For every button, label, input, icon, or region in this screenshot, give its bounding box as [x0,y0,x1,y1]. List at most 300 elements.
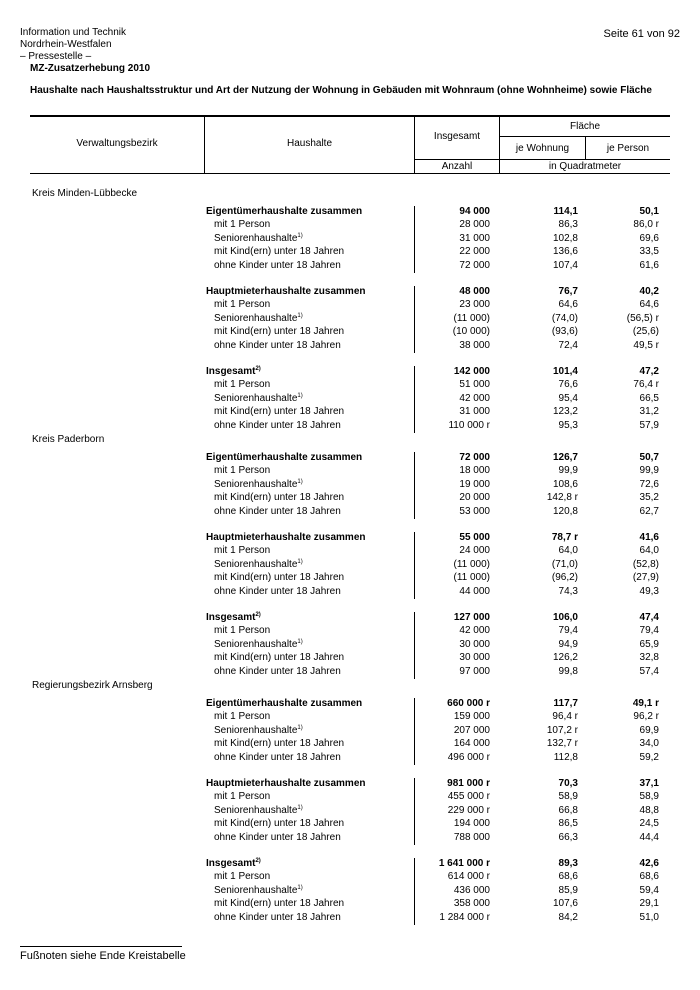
row-label [214,624,270,637]
row-label-text: ohne Kinder unter 18 Jahren [214,751,341,763]
table-row [0,325,700,338]
cell-per-person: 41,6 [639,532,659,543]
row-label-text: Seniorenhaushalte [214,884,298,896]
table-row [0,558,700,571]
table-row [0,884,700,897]
cell-per-dwelling: 94,9 [558,638,578,650]
cell-per-person: 47,2 [639,366,659,377]
table-row [0,531,700,544]
cell-total: 22 000 [459,246,490,258]
row-label [214,405,344,418]
cell-per-person: (27,9) [632,572,659,584]
table-row [0,790,700,803]
row-label [214,218,270,231]
row-label [206,531,366,544]
cell-total: (11 000) [453,312,490,324]
region-name: Regierungsbezirk Arnsberg [32,680,153,691]
cell-per-dwelling: 86,3 [558,219,578,231]
cell-per-person: 29,1 [639,898,659,910]
table-row [0,897,700,910]
cell-total: (10 000) [452,326,490,338]
row-label [214,298,270,311]
footnote-marker: 2) [255,366,261,372]
footnote-marker: 2) [255,612,261,618]
row-label [214,505,341,518]
table-title: Haushalte nach Haushaltsstruktur und Art der Nutzung der Wohnung in Gebäuden mit Wohnraum (ohne Wohnheime) sowie Fläche [30,85,652,96]
footnote-marker: 1) [297,724,303,731]
cell-per-person: 96,2 r [633,711,659,723]
cell-per-dwelling: 66,8 [558,804,578,816]
col-area: Fläche [569,121,600,132]
row-label [214,897,344,910]
table-row [0,451,700,464]
cell-per-person: 59,2 [639,751,659,763]
table-row [0,585,700,598]
table-row [0,697,700,710]
table-row [0,817,700,830]
row-label-text: ohne Kinder unter 18 Jahren [214,505,341,517]
cell-per-person: 58,9 [639,791,659,803]
row-label-text: Seniorenhaushalte [214,724,298,736]
col-per-dwelling: je Wohnung [515,143,570,154]
cell-per-dwelling: 86,5 [558,818,578,830]
row-label [214,392,303,405]
row-label [214,245,344,258]
cell-total: 20 000 [459,492,490,504]
table-row [0,298,700,311]
cell-per-dwelling: 99,9 [558,465,578,477]
row-label-text: mit 1 Person [214,299,271,311]
cell-total: 1 641 000 r [438,858,490,869]
cell-total: 97 000 [459,665,490,677]
cell-total: 142 000 [453,366,490,377]
cell-per-dwelling: 126,7 [552,452,578,463]
table-row [0,624,700,637]
row-label [214,804,303,817]
cell-per-dwelling: 79,4 [558,625,578,637]
footnote-marker: 1) [297,638,303,645]
table-row [0,339,700,352]
row-label-text: Hauptmieterhaushalte zusammen [206,532,366,543]
cell-per-dwelling: 85,9 [558,884,578,896]
cell-total: 30 000 [459,652,490,664]
cell-per-dwelling: 101,4 [552,366,578,377]
cell-per-person: 99,9 [639,465,659,477]
table-row [0,870,700,883]
cell-total: 194 000 [453,818,490,830]
cell-per-person: 37,1 [639,778,659,789]
cell-per-dwelling: 58,9 [558,791,578,803]
cell-total: 981 000 r [447,778,490,789]
cell-total: 436 000 [453,884,490,896]
row-label [214,585,341,598]
cell-per-person: 33,5 [639,246,659,258]
cell-per-dwelling: 136,6 [552,246,578,258]
cell-per-dwelling: 74,3 [558,585,578,597]
region-name: Kreis Minden-Lübbecke [32,188,138,199]
cell-total: 38 000 [459,339,490,351]
cell-total: 229 000 r [447,804,490,816]
table-row [0,505,700,518]
row-label [214,911,341,924]
row-label [214,724,303,737]
cell-total: 94 000 [459,206,490,217]
header-org [20,27,126,63]
row-label [214,884,303,897]
row-label-text: Hauptmieterhaushalte zusammen [206,778,366,789]
table-row [0,218,700,231]
row-label [206,697,362,710]
cell-per-person: 65,9 [639,638,659,650]
table-row [0,737,700,750]
cell-per-dwelling: 95,4 [558,392,578,404]
header-unit-rule [415,159,670,160]
cell-total: 614 000 r [447,871,490,883]
cell-per-dwelling: 117,7 [553,698,578,709]
cell-total: 496 000 r [447,751,490,763]
cell-per-dwelling: 107,4 [552,259,578,271]
table-row [0,571,700,584]
row-label [214,259,341,272]
row-label [206,611,261,624]
table-row [0,638,700,651]
cell-per-person: (52,8) [632,558,659,570]
row-label-text: Hauptmieterhaushalte zusammen [206,286,366,297]
unit-count: Anzahl [441,161,473,172]
cell-per-person: 42,6 [639,858,659,869]
cell-total: 1 284 000 r [439,911,490,923]
row-label-text: ohne Kinder unter 18 Jahren [214,911,341,923]
table-row [0,205,700,218]
cell-total: 19 000 [459,478,490,490]
row-label-text: mit Kind(ern) unter 18 Jahren [214,652,345,664]
cell-per-dwelling: 84,2 [558,911,578,923]
cell-total: 660 000 r [447,698,490,709]
survey-name: MZ-Zusatzerhebung 2010 [30,63,151,74]
table-row [0,285,700,298]
table-row [0,259,700,272]
table-row [0,478,700,491]
row-label-text: mit 1 Person [214,871,271,883]
row-label-text: mit 1 Person [214,625,271,637]
row-label [206,451,362,464]
cell-total: 42 000 [459,625,490,637]
table-row [0,544,700,557]
row-label-text: Seniorenhaushalte [214,312,298,324]
cell-per-dwelling: 106,0 [552,612,578,623]
row-label [214,478,303,491]
table-row [0,751,700,764]
cell-per-person: 34,0 [639,738,659,750]
row-label [206,365,261,378]
page-number: Seite 61 von 92 [603,28,680,40]
row-label [214,464,270,477]
table-row [0,464,700,477]
footer-rule [20,946,182,947]
row-label [214,491,344,504]
row-label-text: Insgesamt [206,612,256,623]
table-row [0,651,700,664]
cell-per-person: 35,2 [639,492,659,504]
row-label-text: mit 1 Person [214,711,271,723]
row-label [206,205,362,218]
cell-total: 51 000 [459,379,490,391]
cell-total: 44 000 [459,585,490,597]
cell-per-dwelling: 112,8 [553,751,578,763]
cell-per-dwelling: 76,7 [558,286,578,297]
cell-per-person: 64,0 [639,545,659,557]
row-label [214,751,341,764]
cell-per-person: 40,2 [639,286,659,297]
footnote-marker: 1) [297,312,303,319]
row-label-text: Seniorenhaushalte [214,392,298,404]
cell-per-dwelling: (71,0) [551,558,578,570]
row-label-text: Seniorenhaushalte [214,478,298,490]
cell-per-person: 68,6 [639,871,659,883]
row-label-text: mit 1 Person [214,219,271,231]
cell-total: 127 000 [453,612,490,623]
row-label [214,378,270,391]
cell-total: 72 000 [459,452,490,463]
cell-per-person: 51,0 [639,911,659,923]
row-label [214,710,270,723]
table-row [0,491,700,504]
footnote-marker: 1) [297,558,303,565]
footnote-marker: 1) [297,804,303,811]
row-label-text: mit 1 Person [214,465,271,477]
row-label [206,857,261,870]
row-label [214,790,270,803]
cell-total: 31 000 [459,406,490,418]
cell-per-person: 31,2 [639,406,659,418]
cell-per-dwelling: 66,3 [558,831,578,843]
table-row [0,804,700,817]
cell-per-dwelling: 72,4 [558,339,578,351]
row-label-text: Seniorenhaushalte [214,232,298,244]
table-row [0,312,700,325]
cell-per-person: 49,5 r [633,339,659,351]
cell-per-dwelling: 78,7 r [551,532,578,543]
cell-total: 110 000 r [448,419,490,431]
row-label-text: mit Kind(ern) unter 18 Jahren [214,406,345,418]
row-label-text: Seniorenhaushalte [214,558,298,570]
row-label-text: Eigentümerhaushalte zusammen [206,452,363,463]
cell-per-dwelling: 99,8 [558,665,578,677]
cell-per-dwelling: 107,2 r [546,724,578,736]
cell-total: 23 000 [459,299,490,311]
row-label-text: mit Kind(ern) unter 18 Jahren [214,326,345,338]
cell-per-dwelling: 68,6 [558,871,578,883]
row-label [214,312,303,325]
cell-total: 48 000 [459,286,490,297]
row-label-text: Seniorenhaushalte [214,638,298,650]
cell-per-dwelling: 64,0 [558,545,578,557]
cell-per-dwelling: 108,6 [552,478,578,490]
row-label-text: Insgesamt [206,366,256,377]
cell-total: 28 000 [459,219,490,231]
row-label-text: Insgesamt [206,858,256,869]
row-label [214,817,344,830]
cell-total: 788 000 [453,831,490,843]
cell-per-dwelling: 123,2 [552,406,578,418]
row-label-text: mit Kind(ern) unter 18 Jahren [214,738,345,750]
cell-per-person: 72,6 [639,478,659,490]
cell-per-dwelling: 107,6 [552,898,578,910]
cell-per-dwelling: (96,2) [551,572,578,584]
header-bottom-rule [30,173,670,174]
cell-total: 358 000 [453,898,490,910]
cell-per-person: 44,4 [639,831,659,843]
row-label [206,285,366,298]
table-row [0,365,700,378]
table-row [0,419,700,432]
cell-per-person: 57,4 [639,665,659,677]
region-name: Kreis Paderborn [32,434,105,445]
cell-total: 24 000 [459,545,490,557]
row-label [214,419,341,432]
cell-total: 207 000 [453,724,490,736]
footnote-marker: 1) [297,232,303,239]
footnote-reference: Fußnoten siehe Ende Kreistabelle [20,950,186,962]
cell-per-person: 79,4 [639,625,659,637]
cell-per-dwelling: (74,0) [551,312,578,324]
cell-per-dwelling: 64,6 [558,299,578,311]
cell-per-person: 49,1 r [632,698,659,709]
cell-per-person: 57,9 [639,419,659,431]
cell-per-person: 61,6 [639,259,659,271]
row-label-text: mit 1 Person [214,545,271,557]
cell-per-dwelling: 70,3 [558,778,578,789]
cell-total: 30 000 [459,638,490,650]
cell-per-person: 64,6 [639,299,659,311]
cell-per-dwelling: 96,4 r [552,711,578,723]
table-row [0,857,700,870]
cell-per-person: 86,0 r [633,219,659,231]
cell-per-dwelling: 102,8 [552,232,578,244]
table-row [0,831,700,844]
row-label [214,339,341,352]
row-label [214,737,344,750]
row-label [214,831,341,844]
row-label-text: mit Kind(ern) unter 18 Jahren [214,572,345,584]
cell-per-dwelling: 142,8 r [546,492,578,504]
header-line-3: – Pressestelle – [20,51,92,62]
col-district: Verwaltungsbezirk [76,138,158,149]
row-label-text: ohne Kinder unter 18 Jahren [214,339,341,351]
cell-per-dwelling: 76,6 [558,379,578,391]
table-row [0,378,700,391]
row-label-text: Eigentümerhaushalte zusammen [206,698,363,709]
cell-total: 31 000 [459,232,490,244]
row-label-text: ohne Kinder unter 18 Jahren [214,585,341,597]
footnote-marker: 1) [297,392,303,399]
table-row [0,710,700,723]
table-row [0,777,700,790]
cell-per-dwelling: 120,8 [552,505,578,517]
cell-per-person: 62,7 [639,505,659,517]
cell-total: (11 000) [453,572,490,584]
row-label-text: ohne Kinder unter 18 Jahren [214,831,341,843]
cell-per-dwelling: 132,7 r [546,738,578,750]
cell-total: 72 000 [459,259,490,271]
cell-total: 42 000 [459,392,490,404]
cell-per-dwelling: 126,2 [552,652,578,664]
row-label-text: mit 1 Person [214,791,271,803]
table-row [0,665,700,678]
col-per-person: je Person [606,143,650,154]
row-label [214,325,344,338]
cell-per-person: 66,5 [639,392,659,404]
row-label-text: ohne Kinder unter 18 Jahren [214,665,341,677]
row-label [214,544,270,557]
table-row [0,392,700,405]
footnote-marker: 2) [255,858,261,864]
row-label [214,558,303,571]
table-row [0,232,700,245]
row-label [214,665,341,678]
col-households: Haushalte [286,138,333,149]
cell-per-person: 59,4 [639,884,659,896]
cell-per-person: 50,7 [639,452,659,463]
row-label-text: Seniorenhaushalte [214,804,298,816]
row-label-text: ohne Kinder unter 18 Jahren [214,419,341,431]
cell-total: 164 000 [453,738,490,750]
row-label-text: mit Kind(ern) unter 18 Jahren [214,818,345,830]
header-line-2: Nordrhein-Westfalen [20,39,112,50]
row-label-text: mit Kind(ern) unter 18 Jahren [214,246,345,258]
row-label-text: Eigentümerhaushalte zusammen [206,206,363,217]
header-top-rule [30,115,670,117]
cell-per-person: 47,4 [639,612,659,623]
cell-per-person: 76,4 r [633,379,659,391]
row-label [214,638,303,651]
cell-per-person: 69,6 [639,232,659,244]
footnote-marker: 1) [297,478,303,485]
cell-per-person: (25,6) [632,326,659,338]
table-row [0,724,700,737]
cell-per-person: 50,1 [639,206,659,217]
col-total: Insgesamt [433,131,481,142]
row-label [206,777,366,790]
row-label-text: mit Kind(ern) unter 18 Jahren [214,898,345,910]
cell-total: 53 000 [459,505,490,517]
row-label-text: ohne Kinder unter 18 Jahren [214,259,341,271]
cell-total: 159 000 [453,711,490,723]
table-row [0,405,700,418]
table-row [0,245,700,258]
cell-total: 455 000 r [447,791,490,803]
unit-area: in Quadratmeter [548,161,622,172]
footnote-marker: 1) [297,884,303,891]
cell-per-person: 49,3 [639,585,659,597]
cell-total: 18 000 [459,465,490,477]
cell-per-dwelling: 89,3 [558,858,578,869]
cell-per-person: 24,5 [639,818,659,830]
header-line-1: Information und Technik [20,27,126,38]
cell-total: (11 000) [453,558,490,570]
row-label [214,870,270,883]
table-row [0,611,700,624]
cell-per-dwelling: (93,6) [551,326,578,338]
row-label [214,232,303,245]
cell-per-person: (56,5) r [626,312,659,324]
row-label [214,651,344,664]
cell-per-person: 32,8 [639,652,659,664]
cell-per-dwelling: 95,3 [558,419,578,431]
cell-per-person: 48,8 [639,804,659,816]
row-label-text: mit Kind(ern) unter 18 Jahren [214,492,345,504]
table-row [0,911,700,924]
